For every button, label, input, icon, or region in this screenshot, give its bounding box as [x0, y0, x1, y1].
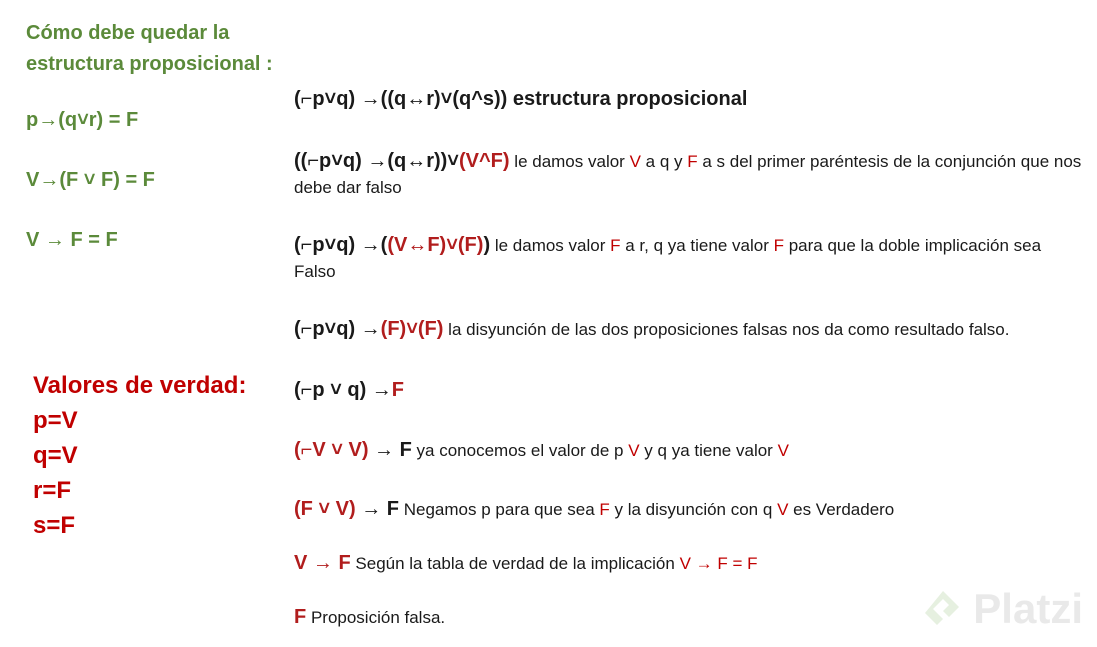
step-7-var: p	[481, 500, 491, 519]
step-2-value: V	[629, 152, 641, 171]
step-3-text: le damos valor	[490, 236, 611, 255]
step-6-result: → F	[368, 439, 412, 461]
step-row-7	[294, 496, 1084, 523]
step-row-5	[294, 377, 1084, 404]
truth-value-s: s=F	[33, 512, 76, 539]
truth-value-r: r=F	[33, 477, 72, 504]
step-3-expression: (⌐p˅q) →(	[294, 234, 388, 256]
step-7-result: → F	[355, 498, 400, 520]
step-9-expression: F	[294, 606, 307, 628]
step-3-value: F	[773, 236, 784, 255]
step-2-text: a	[640, 152, 660, 171]
step-3-var: r, q	[639, 236, 664, 255]
step-8-value: V → F = F	[679, 554, 758, 573]
truth-values	[33, 368, 246, 543]
step-7-expression: (F ˅ V)	[294, 498, 356, 520]
step-6-value: V	[623, 441, 640, 460]
truth-value-p: p=V	[33, 407, 78, 434]
step-6-expression: (⌐V ˅ V)	[294, 439, 369, 461]
step-row-1	[294, 86, 1084, 113]
step-2-text: y	[669, 152, 688, 171]
step-row-3	[294, 232, 1084, 285]
step-5-expression: (⌐p ˅ q) →	[294, 379, 392, 401]
platzi-logo-icon	[921, 587, 965, 631]
step-3-expression-end: )	[483, 234, 491, 256]
step-2-text: a	[697, 152, 717, 171]
step-8-expression: V → F	[294, 552, 351, 574]
truth-value-q: q=V	[33, 442, 78, 469]
step-6-value: V	[777, 441, 789, 460]
step-7-text: es Verdadero	[788, 500, 895, 519]
step-2-text: le damos valor	[509, 152, 630, 171]
step-2-highlight: (V^F)	[459, 150, 510, 172]
step-2-expression: ((⌐p˅q) →(q↔r))˅	[294, 150, 459, 172]
step-6-var: q	[657, 441, 667, 460]
step-6-text: ya conocemos el valor de	[411, 441, 615, 460]
left-equation-1: p→(q˅r) = F	[26, 109, 139, 131]
step-6-text: ya tiene valor	[667, 441, 778, 460]
step-2-var: q	[659, 152, 670, 171]
step-9-text: Proposición falsa.	[306, 608, 446, 627]
step-3-text: ya tiene valor	[663, 236, 774, 255]
platzi-watermark	[921, 585, 1083, 633]
step-7-text: Negamos	[399, 500, 482, 519]
step-4-expression: (⌐p˅q) →	[294, 318, 381, 340]
step-2-value: F	[687, 152, 698, 171]
step-row-6	[294, 437, 1084, 464]
left-heading: Cómo debe quedar la estructura proposicional :	[26, 22, 273, 75]
step-5-result: F	[391, 379, 405, 401]
truth-values-title: Valores de verdad:	[33, 372, 247, 399]
step-3-value: F	[610, 236, 621, 255]
step-3-text: para que la doble implicación sea Falso	[294, 236, 1042, 281]
step-2-text: del primer paréntesis de la conjunción que nos debe dar falso	[294, 152, 1082, 197]
step-7-text: y la disyunción con	[609, 500, 763, 519]
step-3-highlight: (V↔F)˅(F)	[387, 234, 484, 256]
step-row-4	[294, 316, 1084, 343]
step-3-text: a	[620, 236, 640, 255]
step-row-8	[294, 550, 1084, 577]
step-4-highlight: (F)˅(F)	[380, 318, 444, 340]
step-7-value: F	[599, 500, 610, 519]
step-1-expression: (⌐p˅q) →((q↔r)˅(q^s)) estructura proposicional	[294, 88, 748, 110]
step-6-var: p	[614, 441, 624, 460]
platzi-watermark-text: Platzi	[973, 585, 1083, 632]
step-8-text: Según la tabla de verdad de la implicación	[350, 554, 680, 573]
step-row-2	[294, 148, 1084, 201]
step-7-text: para que sea	[490, 500, 600, 519]
step-7-var: q	[762, 500, 773, 519]
step-6-text: y	[639, 441, 658, 460]
left-equation-2: V→(F ˅ F) = F	[26, 169, 155, 191]
step-7-value: V	[772, 500, 789, 519]
left-equation-3: V → F = F	[26, 229, 118, 251]
step-2-var: s	[716, 152, 726, 171]
step-4-text: la disyunción de las dos proposiciones falsas nos da como resultado falso.	[443, 320, 1010, 339]
